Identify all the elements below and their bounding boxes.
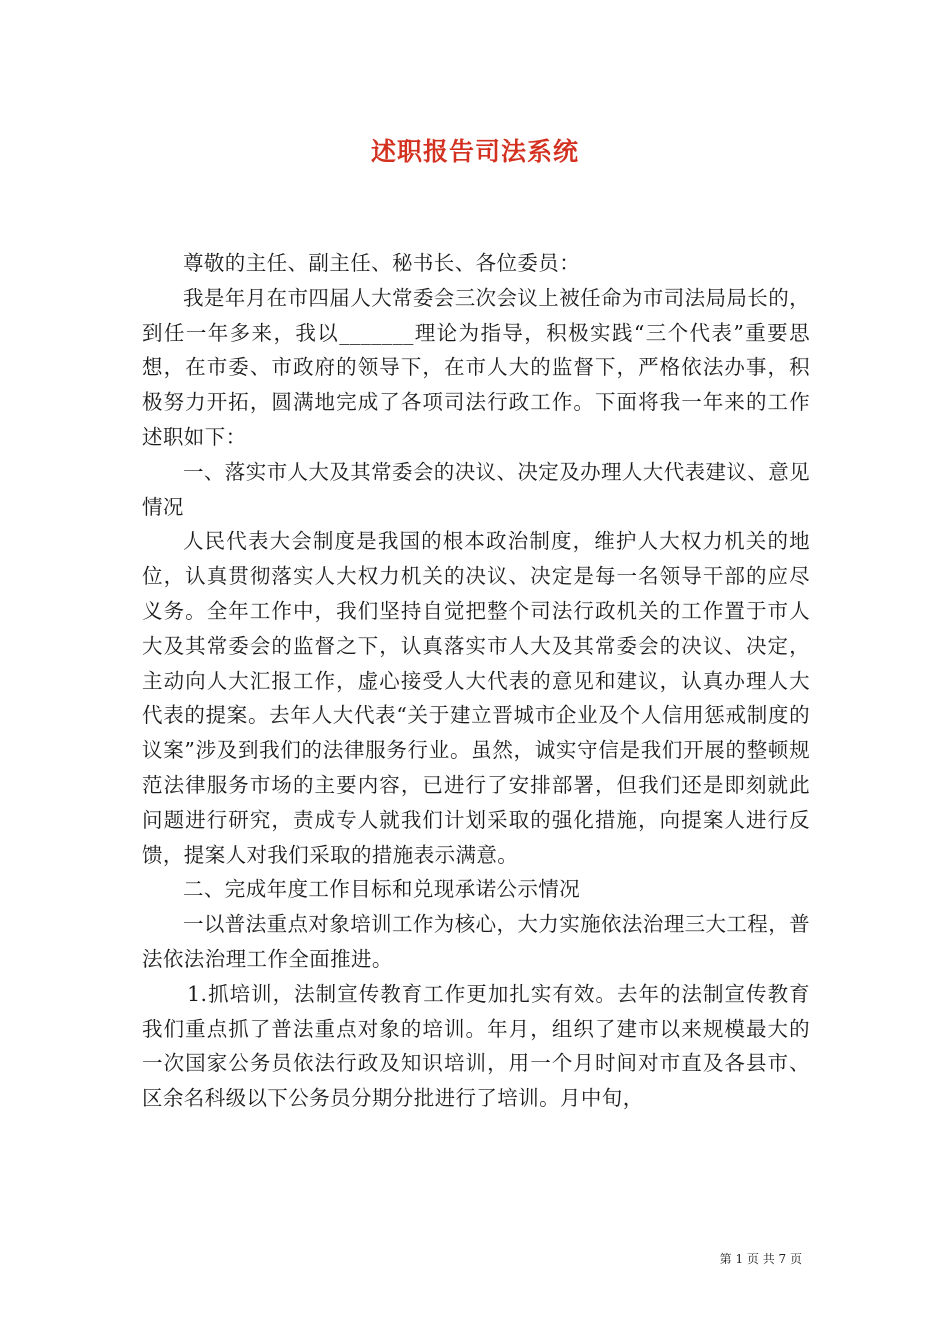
page-number: 第 1 页 共 7 页 bbox=[719, 1252, 802, 1266]
document-body bbox=[142, 246, 810, 1116]
salutation: 尊敬的主任、副主任、秘书长、各位委员： bbox=[183, 251, 581, 275]
section-2-paragraph: 一以普法重点对象培训工作为核心，大力实施依法治理三大工程，普法依法治理工作全面推进。 bbox=[142, 912, 810, 971]
document-title: 述职报告司法系统 bbox=[370, 137, 579, 166]
section-2-item-1: 1.抓培训，法制宣传教育工作更加扎实有效。去年的法制宣传教育我们重点抓了普法重点对象的培训。年月，组织了建市以来规模最大的一次国家公务员依法行政及知识培训，用一个月时间对市直及各县市、区余名科级以下公务员分期分批进行了培训。月中旬， bbox=[142, 981, 810, 1111]
intro-paragraph: 我是年月在市四届人大常委会三次会议上被任命为市司法局局长的，到任一年多来，我以_______理论为指导，积极实践“三个代表”重要思想，在市委、市政府的领导下，在市人大的监督下，严格依法办事，积极努力开拓，圆满地完成了各项司法行政工作。下面将我一年来的工作述职如下： bbox=[142, 285, 810, 449]
section-heading-1: 一、落实市人大及其常委会的决议、决定及办理人大代表建议、意见情况 bbox=[142, 459, 810, 519]
section-1-paragraph: 人民代表大会制度是我国的根本政治制度，维护人大权力机关的地位，认真贯彻落实人大权力机关的决议、决定是每一名领导干部的应尽义务。全年工作中，我们坚持自觉把整个司法行政机关的工作置于市人大及其常委会的监督之下，认真落实市人大及其常委会的决议、决定，主动向人大汇报工作，虚心接受人大代表的意见和建议，认真办理人大代表的提案。去年人大代表“关于建立晋城市企业及个人信用惩戒制度的议案”涉及到我们的法律服务行业。虽然，诚实守信是我们开展的整顿规范法律服务市场的主要内容，已进行了安排部署，但我们还是即刻就此问题进行研究，责成专人就我们计划采取的强化措施，向提案人进行反馈，提案人对我们采取的措施表示满意。 bbox=[142, 529, 810, 867]
section-heading-2: 二、完成年度工作目标和兑现承诺公示情况 bbox=[183, 877, 581, 902]
